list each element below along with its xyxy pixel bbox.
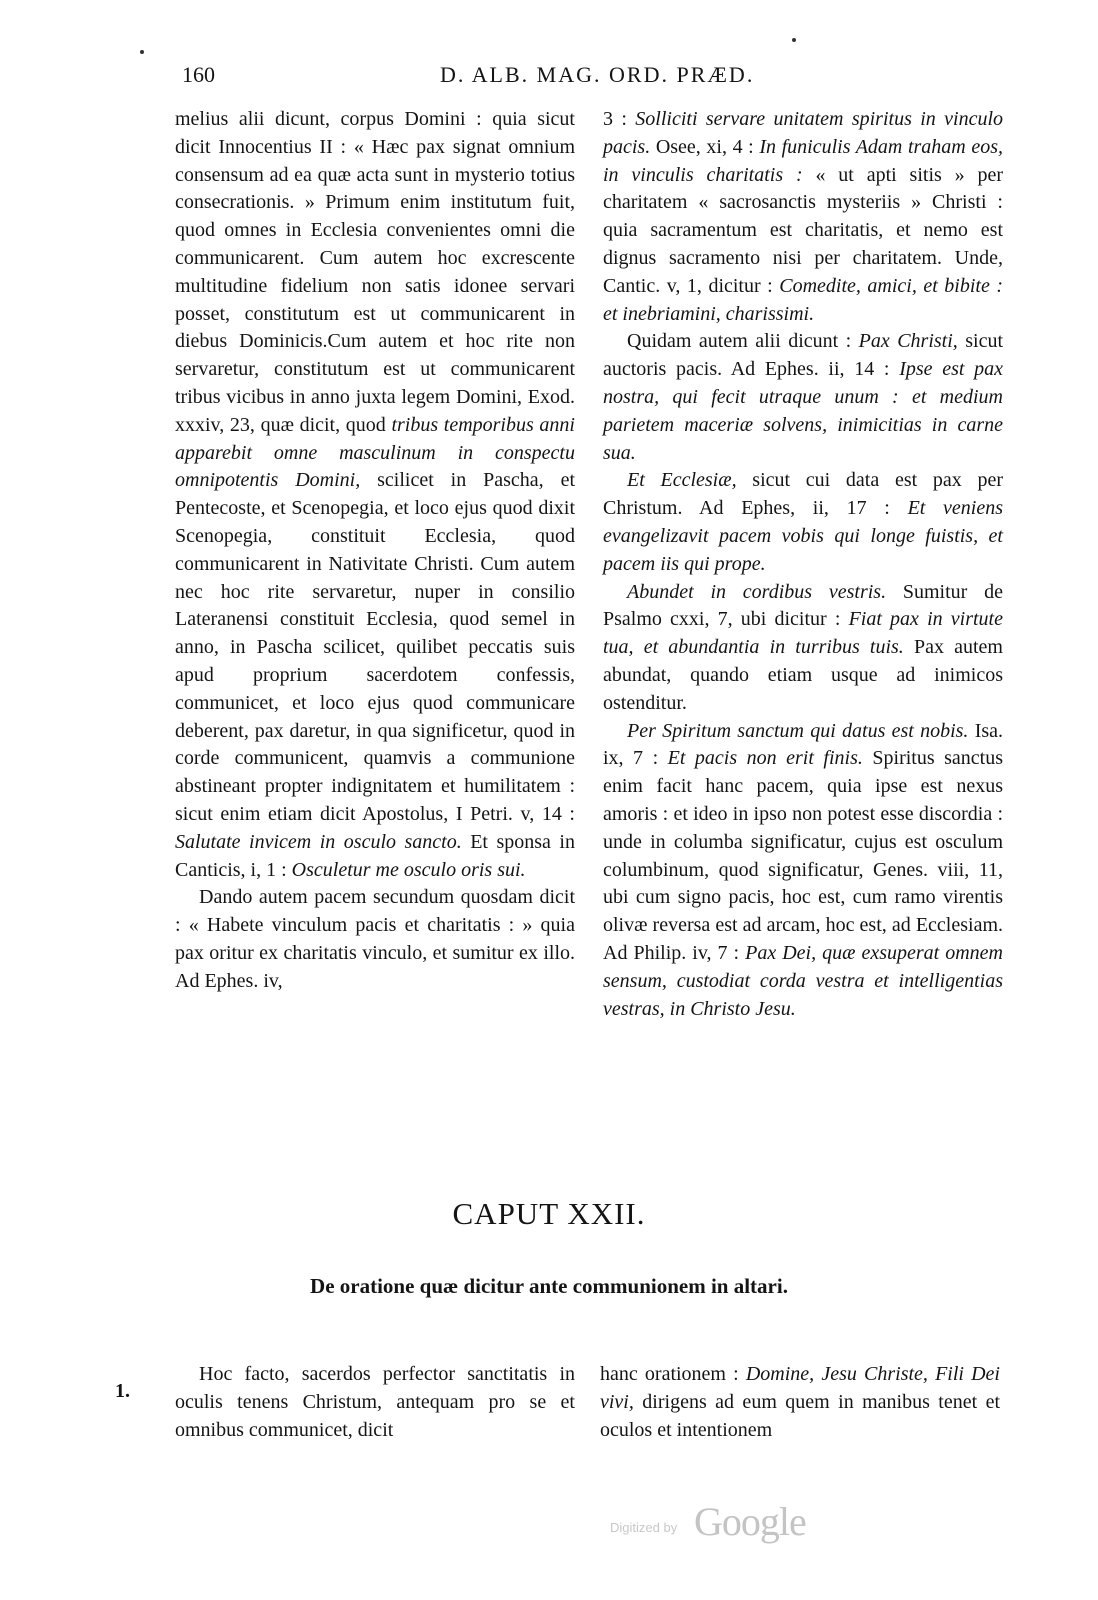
right-paragraph-1: 3 : Solliciti servare unitatem spiritus in vinculo pacis. Osee, xi, 4 : In funiculis Adam traham eos, in vinculis charitatis : « ut apti sitis » per charitatem « sacrosanctis mysteriis » Christi : quia sacramentum est charitatis, et nemo est dignus sacramento nisi per charitatem. Unde, Cantic. v, 1, dicitur : Comedite, amici, et bibite : et inebriamini, charissimi.: [603, 108, 1004, 325]
left-paragraph-2: Dando autem pacem secundum quosdam dicit : « Habete vinculum pacis et charitatis : » quia pax oritur ex charitatis vinculo, et sumitur ex illo. Ad Ephes. iv,: [175, 886, 575, 992]
page-header: [0, 62, 1098, 92]
section-number: 1.: [115, 1380, 130, 1402]
right-paragraph-5: Per Spiritum sanctum qui datus est nobis. Isa. ix, 7 : Et pacis non erit finis. Spiritus sanctus enim facit hanc pacem, quia ipse est nexus amoris : et ideo in ipso non potest esse discordia : unde in columba significatur, cujus est osculum columbinum, quod significatur, Genes. viii, 11, ubi cum signo pacis, hoc est, cum ramo virentis olivæ reversa est ad arcam, hoc est, ad Ecclesiam. Ad Philip. iv, 7 : Pax Dei, quæ exsuperat omnem sensum, custodiat corda vestra et intelligentias vestras, in Christo Jesu.: [603, 719, 1004, 1020]
section-left-column: [175, 1361, 575, 1444]
section-left-text: Hoc facto, sacerdos perfector sanctitatis in oculis tenens Christum, antequam pro se et omnibus communicet, dicit: [175, 1363, 575, 1441]
left-column: [175, 106, 575, 996]
left-paragraph-1: melius alii dicunt, corpus Domini : quia sicut dicit Innocentius II : « Hæc pax signat omnium consensum ad ea quæ acta sunt in mysterio totius consecrationis. » Primum enim institutum fuit, quod omnes in Ecclesia convenientes omni die communicarent. Cum autem hoc excrescente multitudine fidelium non satis idonee servari posset, constitutum est ut communicarent in diebus Dominicis.Cum autem et hoc rite non servaretur, constitutum est ut communicarent tribus vicibus in anno juxta legem Domini, Exod. xxxiv, 23, quæ dicit, quod tribus temporibus anni apparebit omne masculinum in conspectu omnipotentis Domini, scilicet in Pascha, et Pentecoste, et Scenopegia, et loco ejus quod dixit Scenopegia, constituit Ecclesia, quod communicarent in Nativitate Christi. Cum autem nec hoc rite servaretur, nuper in consilio Lateranensi constituit Ecclesia, quod semel in anno, in Pascha scilicet, quilibet peccatis suis apud proprium sacerdotem confessis, communicet, et loco ejus quod communicare deberent, pax daretur, in qua significetur, quod in corde communicent, quamvis a communione abstineant propter indignitatem et humilitatem : sicut enim etiam dicit Apostolus, I Petri. v, 14 : Salutate invicem in osculo sancto. Et sponsa in Canticis, i, 1 : Osculetur me osculo oris sui.: [175, 108, 575, 881]
chapter-title: CAPUT XXII.: [452, 1196, 646, 1231]
running-head: D. ALB. MAG. ORD. PRÆD.: [440, 62, 755, 87]
right-paragraph-3: Et Ecclesiæ, sicut cui data est pax per Christum. Ad Ephes, ii, 17 : Et veniens evangelizavit pacem vobis qui longe fuistis, et pacem iis qui prope.: [603, 469, 1004, 575]
right-column: [603, 106, 1003, 1023]
right-paragraph-4: Abundet in cordibus vestris. Sumitur de Psalmo cxxi, 7, ubi dicitur : Fiat pax in virtute tua, et abundantia in turribus tuis. Pax autem abundat, quando etiam usque ad inimicos ostenditur.: [603, 580, 1003, 714]
google-logo: Google: [694, 1499, 806, 1544]
print-speck: [792, 38, 796, 42]
print-speck: [140, 50, 144, 54]
watermark-small-text: Digitized by: [610, 1520, 678, 1535]
digitized-watermark: [610, 1498, 830, 1548]
right-paragraph-2: Quidam autem alii dicunt : Pax Christi, sicut auctoris pacis. Ad Ephes. ii, 14 : Ipse est pax nostra, qui fecit utraque unum : et medium parietem maceriæ solvens, inimicitias in carne sua.: [603, 330, 1004, 464]
chapter-subtitle: De oratione quæ dicitur ante communionem in altari.: [310, 1274, 788, 1298]
section-right-text: hanc orationem : Domine, Jesu Christe, Fili Dei vivi, dirigens ad eum quem in manibus tenet et oculos et intentionem: [600, 1363, 1001, 1441]
page-number: 160: [182, 62, 215, 87]
section-right-column: [600, 1361, 1000, 1444]
